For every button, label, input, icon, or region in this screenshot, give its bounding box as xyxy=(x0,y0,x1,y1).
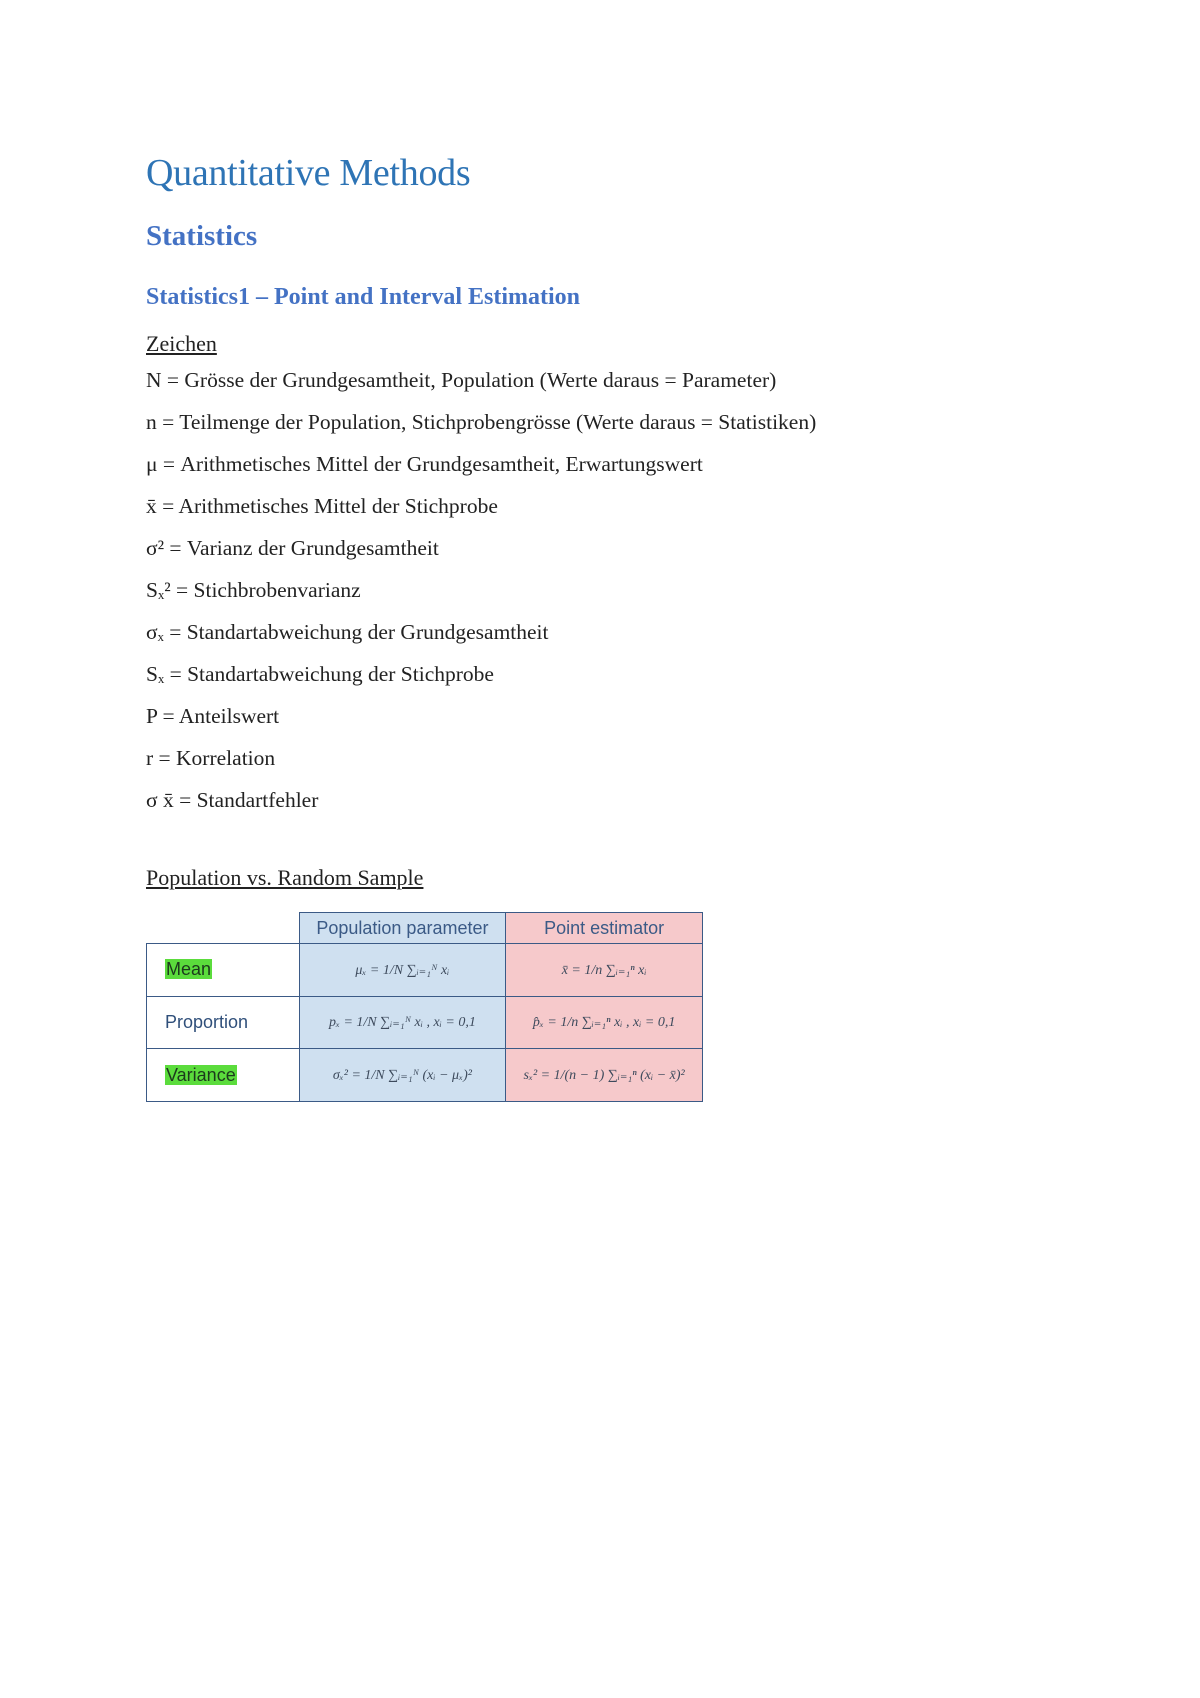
row-label-proportion xyxy=(147,996,300,1049)
label-text: Proportion xyxy=(165,1011,249,1032)
table-row xyxy=(147,1049,703,1102)
formula-text: x̄ = 1/n ∑ᵢ₌₁ⁿ xᵢ xyxy=(561,962,647,978)
table-row xyxy=(147,944,703,997)
section-label-zeichen: Zeichen xyxy=(146,331,217,356)
heading-statistics1: Statistics1 – Point and Interval Estimation xyxy=(146,284,581,310)
definition-item: σ x̄ = Standartfehler xyxy=(146,788,319,812)
formula-estimator-mean xyxy=(506,944,703,997)
definition-item: P = Anteilswert xyxy=(146,704,280,728)
formula-population-mean xyxy=(299,944,506,997)
row-label-variance xyxy=(147,1049,300,1102)
highlighted-label: Variance xyxy=(166,1064,236,1085)
definition-item: σₓ = Standartabweichung der Grundgesamtheit xyxy=(146,620,549,644)
formula-population-variance xyxy=(299,1049,506,1102)
definition-item: x̄ = Arithmetisches Mittel der Stichprobe xyxy=(146,494,498,518)
heading-statistics: Statistics xyxy=(146,220,258,252)
document-page xyxy=(146,140,1106,893)
definition-item: Sₓ = Standartabweichung der Stichprobe xyxy=(146,662,494,686)
definition-item: μ = Arithmetisches Mittel der Grundgesamtheit, Erwartungswert xyxy=(146,452,703,476)
formula-text: pₓ = 1/N ∑ᵢ₌₁ᴺ xᵢ , xᵢ = 0,1 xyxy=(328,1015,476,1031)
header-point-estimator: Point estimator xyxy=(506,913,703,944)
document-title: Quantitative Methods xyxy=(146,152,471,194)
header-population-parameter: Population parameter xyxy=(299,913,506,944)
definition-list xyxy=(146,359,1106,821)
definition-item: n = Teilmenge der Population, Stichprobengrösse (Werte daraus = Statistiken) xyxy=(146,410,817,434)
formula-text: sₓ² = 1/(n − 1) ∑ᵢ₌₁ⁿ (xᵢ − x̄)² xyxy=(523,1068,685,1084)
estimation-table xyxy=(146,912,703,1102)
table-row xyxy=(147,996,703,1049)
table-corner xyxy=(147,913,300,944)
definition-item: N = Grösse der Grundgesamtheit, Population (Werte daraus = Parameter) xyxy=(146,368,777,392)
formula-text: p̂ₓ = 1/n ∑ᵢ₌₁ⁿ xᵢ , xᵢ = 0,1 xyxy=(532,1015,676,1031)
formula-estimator-proportion xyxy=(506,996,703,1049)
definition-item: σ² = Varianz der Grundgesamtheit xyxy=(146,536,439,560)
row-label-mean xyxy=(147,944,300,997)
formula-estimator-variance xyxy=(506,1049,703,1102)
formula-population-proportion xyxy=(299,996,506,1049)
definition-item: r = Korrelation xyxy=(146,746,276,770)
highlighted-label: Mean xyxy=(166,959,212,980)
definition-item: Sₓ² = Stichbrobenvarianz xyxy=(146,578,361,602)
formula-text: μₓ = 1/N ∑ᵢ₌₁ᴺ xᵢ xyxy=(355,962,450,978)
section-label-population: Population vs. Random Sample xyxy=(146,865,424,890)
formula-text: σₓ² = 1/N ∑ᵢ₌₁ᴺ (xᵢ − μₓ)² xyxy=(332,1068,472,1084)
